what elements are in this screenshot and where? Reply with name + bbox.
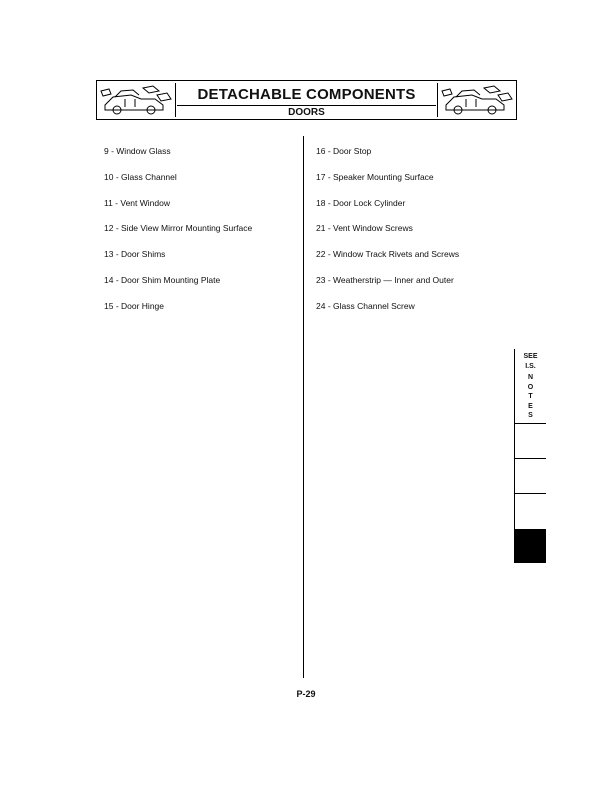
exploded-car-icon xyxy=(97,83,176,117)
list-item: 24 - Glass Channel Screw xyxy=(316,300,415,311)
left-component-list xyxy=(104,146,252,327)
list-item: 18 - Door Lock Cylinder xyxy=(316,197,406,208)
list-item: 13 - Door Shims xyxy=(104,249,166,260)
tab-black-block xyxy=(515,529,546,563)
right-component-list xyxy=(316,146,459,327)
list-item: 11 - Vent Window xyxy=(104,197,170,208)
list-item: 21 - Vent Window Screws xyxy=(316,223,413,234)
list-item: 22 - Window Track Rivets and Screws xyxy=(316,249,460,260)
tab-divider xyxy=(515,493,546,494)
page-title: DETACHABLE COMPONENTS xyxy=(197,86,416,103)
list-item: 23 - Weatherstrip — Inner and Outer xyxy=(316,274,454,285)
list-item: 12 - Side View Mirror Mounting Surface xyxy=(104,223,253,234)
page-number: P-29 xyxy=(296,689,316,699)
tab-divider xyxy=(515,423,546,424)
title-rule xyxy=(177,105,436,106)
tab-divider xyxy=(515,458,546,459)
column-divider xyxy=(303,136,304,678)
list-item: 10 - Glass Channel xyxy=(104,171,177,182)
exploded-car-icon xyxy=(437,83,516,117)
tab-label: SEE I.S. xyxy=(523,353,538,370)
page-subtitle: DOORS xyxy=(288,107,325,118)
see-is-notes-tab xyxy=(514,349,546,563)
tab-notes-label: N O T E S xyxy=(527,374,534,419)
list-item: 15 - Door Hinge xyxy=(104,300,165,311)
header-box xyxy=(96,80,517,120)
list-item: 14 - Door Shim Mounting Plate xyxy=(104,274,221,285)
list-item: 9 - Window Glass xyxy=(104,146,171,156)
list-item: 16 - Door Stop xyxy=(316,146,372,156)
list-item: 17 - Speaker Mounting Surface xyxy=(316,171,434,182)
